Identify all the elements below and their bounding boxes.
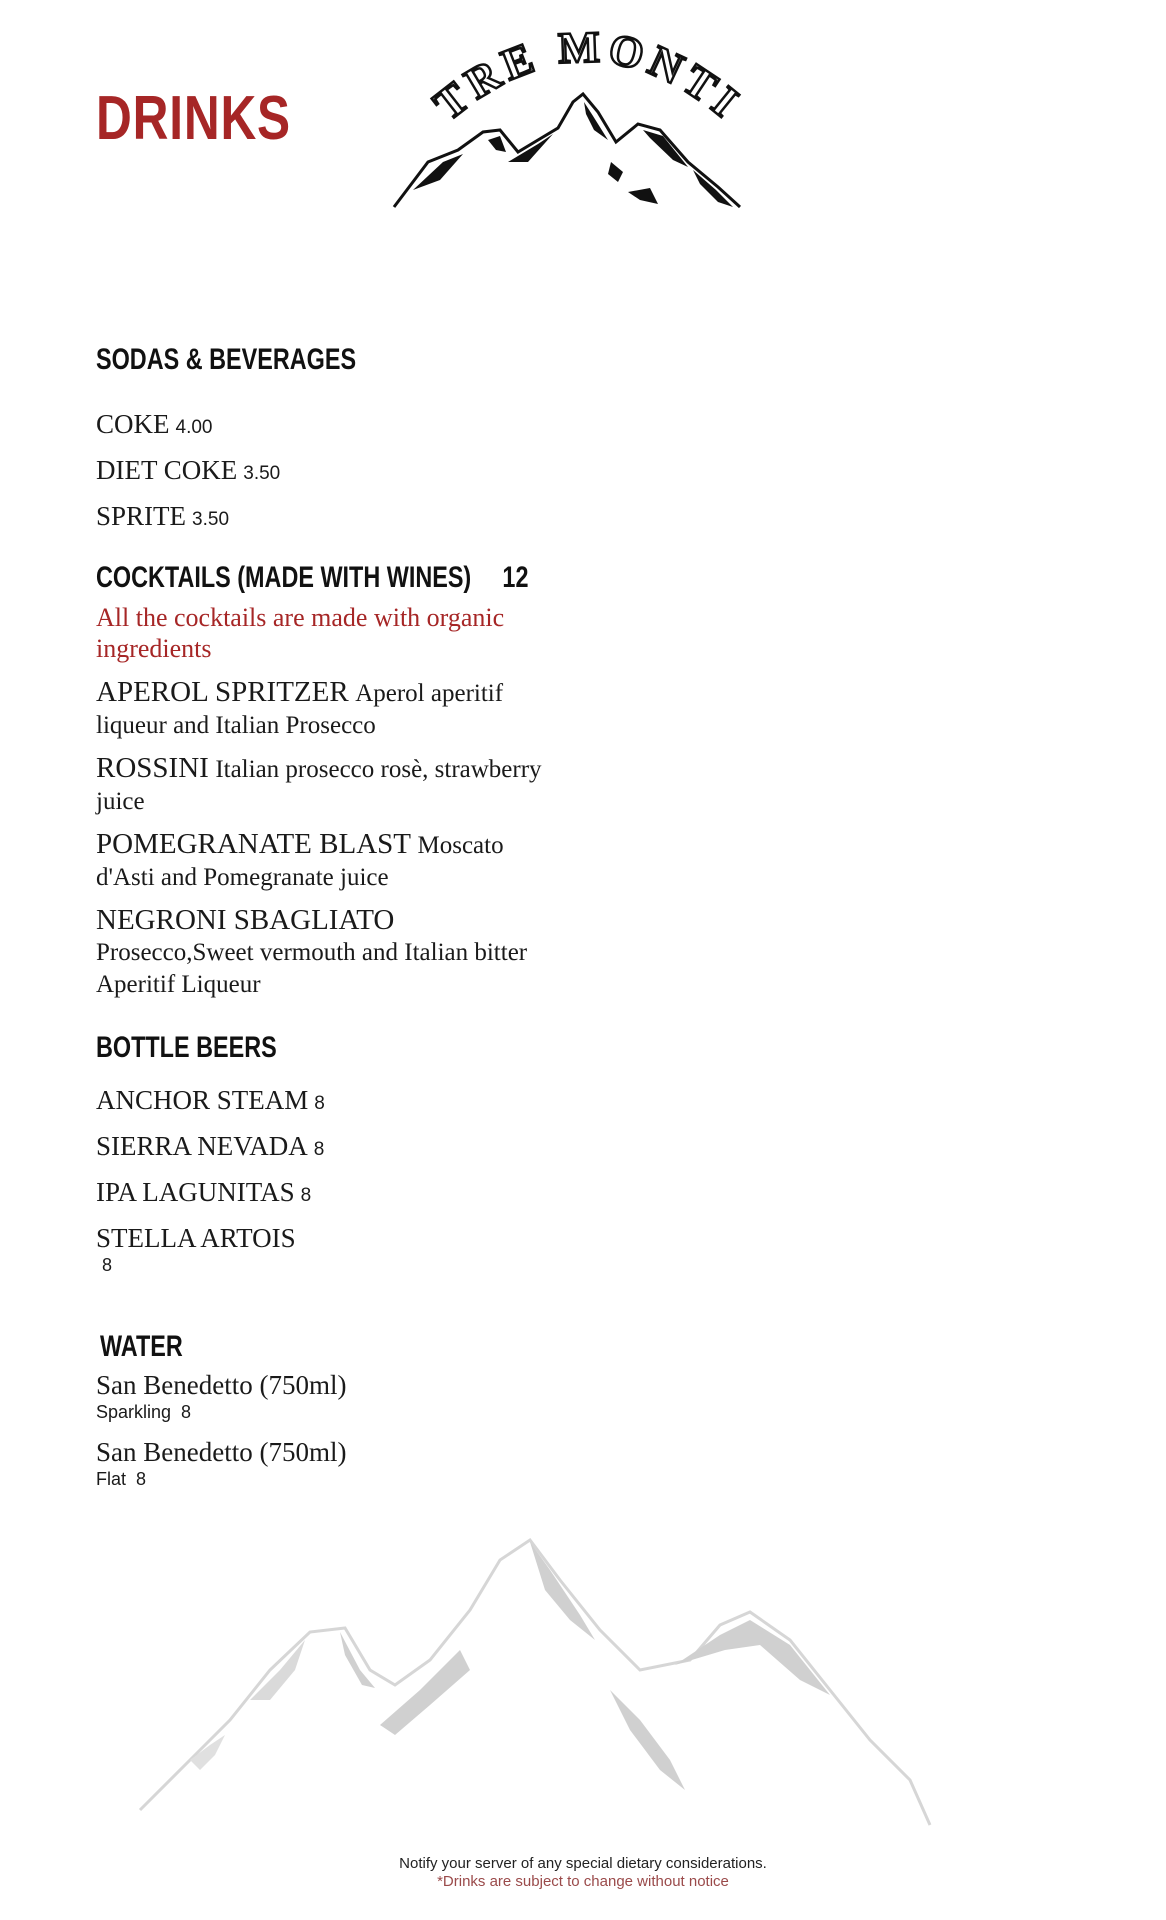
item-name: STELLA ARTOIS <box>96 1223 296 1253</box>
item-price: 8 <box>102 1255 113 1275</box>
section-heading-sodas: SODAS & BEVERAGES <box>96 343 357 376</box>
item-subline <box>96 1401 551 1423</box>
menu-item <box>96 1131 551 1165</box>
menu-item <box>96 829 551 893</box>
menu-item <box>96 1370 551 1423</box>
section-heading-label: COCKTAILS (MADE WITH WINES) <box>96 561 472 594</box>
page-title: DRINKS <box>96 84 291 153</box>
item-type: Flat <box>96 1469 127 1489</box>
menu-item <box>96 501 551 535</box>
item-name: ANCHOR STEAM <box>96 1085 309 1115</box>
section-price: 12 <box>502 561 529 594</box>
item-price: 8 <box>136 1469 147 1489</box>
item-description: Italian prosecco rosè, strawberry juice <box>96 756 542 815</box>
menu-item <box>96 905 551 1000</box>
section-heading-cocktails <box>96 563 528 593</box>
item-type: Sparkling <box>96 1402 172 1422</box>
item-price: 3.50 <box>243 463 281 484</box>
menu-item <box>96 1437 551 1490</box>
item-name: ROSSINI <box>96 752 209 784</box>
item-name: DIET COKE <box>96 455 238 485</box>
item-name: San Benedetto (750ml) <box>96 1437 347 1467</box>
item-price: 8 <box>313 1139 325 1160</box>
item-name: APEROL SPRITZER <box>96 676 349 708</box>
menu-item <box>96 1223 551 1276</box>
item-description: Prosecco,Sweet vermouth and Italian bitter Aperitif Liqueur <box>96 939 528 998</box>
item-name: COKE <box>96 409 170 439</box>
menu-item <box>96 409 551 443</box>
item-name: IPA LAGUNITAS <box>96 1177 295 1207</box>
item-description: Aperol aperitif liqueur and Italian Prosecco <box>96 680 504 739</box>
item-name: San Benedetto (750ml) <box>96 1370 347 1400</box>
mountain-logo-icon <box>388 12 788 212</box>
svg-text:TRE MONTI: TRE MONTI <box>424 22 752 130</box>
item-price: 8 <box>181 1402 192 1422</box>
item-price: 3.50 <box>192 509 230 530</box>
item-name: NEGRONI SBAGLIATO <box>96 904 395 936</box>
footer-notice: Notify your server of any special dietary considerations. <box>399 1855 767 1872</box>
item-price: 8 <box>300 1185 312 1206</box>
mountains-watermark-icon <box>130 1520 1070 1830</box>
menu-item <box>96 753 551 817</box>
footer-disclaimer: *Drinks are subject to change without notice <box>437 1873 729 1890</box>
mountains-watermark <box>130 1520 1070 1830</box>
cocktails-note: All the cocktails are made with organic ingredients <box>96 603 505 663</box>
menu-item <box>96 1177 551 1211</box>
item-name: POMEGRANATE BLAST <box>96 828 411 860</box>
item-name: SPRITE <box>96 501 187 531</box>
item-name: SIERRA NEVADA <box>96 1131 308 1161</box>
section-heading-water: WATER <box>100 1330 183 1363</box>
section-heading-beers: BOTTLE BEERS <box>96 1031 277 1064</box>
menu-item <box>96 677 551 741</box>
menu-item <box>96 455 551 489</box>
item-description: Moscato d'Asti and Pomegranate juice <box>96 832 504 891</box>
menu-item <box>96 1085 551 1119</box>
item-price: 4.00 <box>175 417 213 438</box>
item-price: 8 <box>314 1093 325 1114</box>
item-subline <box>96 1468 551 1490</box>
tre-monti-logo <box>388 12 788 212</box>
